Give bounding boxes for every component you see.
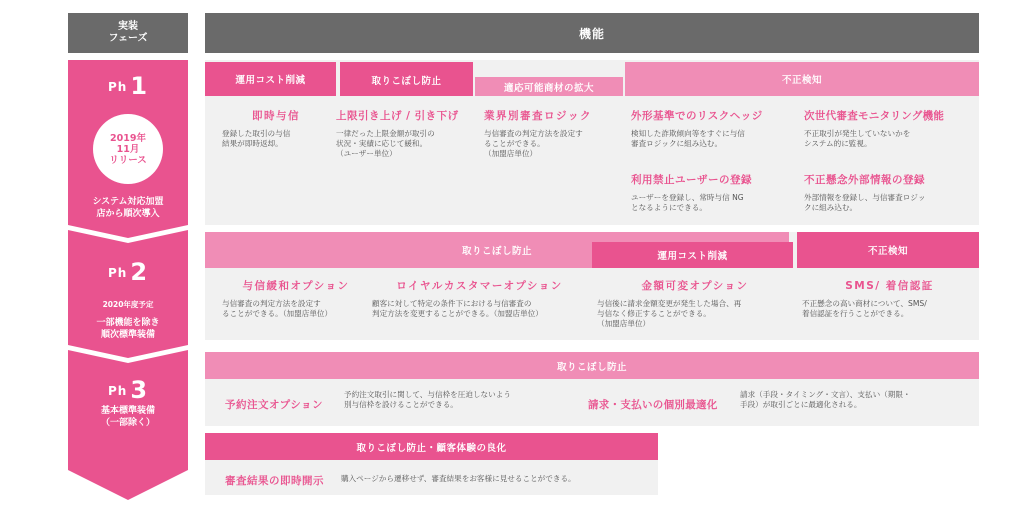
- phase-column-header: 実装 フェーズ: [68, 13, 188, 53]
- phase1-label: [68, 72, 188, 100]
- feature-title: 金額可変オプション: [641, 280, 749, 292]
- feature-title: 与信緩和オプション: [242, 280, 350, 292]
- phase1-prefix: Ph: [107, 80, 128, 94]
- feature-instant-result-desc: 購入ページから遷移せず、審査結果をお客様に見せることができる。: [341, 474, 576, 483]
- feature-title: 上限引き上げ / 引き下げ: [336, 110, 459, 122]
- feature-sms-auth: SMS/ 着信認証 不正懸念の高い商材について、SMS/ 着信認証を行うことができる。: [802, 278, 977, 319]
- release-year: 2019年: [110, 132, 146, 144]
- feature-preorder-desc: 予約注文取引に関して、与信枠を圧迫しないよう 別与信枠を設けることができる。: [344, 390, 511, 409]
- phase2-description: 一部機能を除き 順次標準装備: [96, 318, 160, 340]
- feature-title: ロイヤルカスタマーオプション: [396, 280, 563, 292]
- feature-limit-adjust: 上限引き上げ / 引き下げ 一律だった上限金額が取引の 状況・実績に応じて緩和。 （ユーザー単位）: [336, 108, 474, 159]
- feature-instant-credit: 即時与信 登録した取引の与信 結果が即時返却。: [222, 108, 330, 149]
- phase3-label: [68, 376, 188, 404]
- phase3-prefix: Ph: [107, 384, 128, 398]
- phase1-description: システム対応加盟 店から順次導入: [92, 197, 164, 219]
- feature-billing-desc: 請求（手段・タイミング・文言）、支払い（期限・ 手段）が取引ごとに最適化される。: [740, 390, 911, 409]
- feature-title: SMS/ 着信認証: [845, 280, 934, 292]
- phase2-schedule: 2020年度予定: [102, 300, 154, 309]
- feature-title: 不正懸念外部情報の登録: [804, 174, 925, 186]
- release-label: リリース: [109, 154, 147, 166]
- category-fraud-detection-2: 不正検知: [797, 232, 979, 268]
- category-loss-prevention-3: 取りこぼし防止: [205, 352, 979, 379]
- category-loss-prevention: 取りこぼし防止: [340, 62, 473, 96]
- category-product-expansion: 適応可能商材の拡大: [475, 77, 623, 96]
- feature-risk-hedge: 外形基準でのリスクヘッジ 検知した詐欺傾向等をすぐに与信 審査ロジックに組み込む。: [631, 108, 791, 149]
- feature-external-info: 不正懸念外部情報の登録 外部情報を登録し、与信審査ロジッ クに組み込む。: [804, 172, 976, 213]
- feature-title: 即時与信: [252, 110, 300, 122]
- phase2-number: 2: [130, 258, 149, 286]
- feature-monitoring: 次世代審査モニタリング機能 不正取引が発生していないかを システム的に監視。: [804, 108, 976, 149]
- feature-billing-title: 請求・支払いの個別最適化: [588, 399, 718, 411]
- function-column-header: 機能: [205, 13, 979, 53]
- release-month: 11月: [116, 143, 140, 155]
- feature-preorder-title: 予約注文オプション: [225, 399, 324, 411]
- phase2-label: [68, 258, 188, 286]
- feature-credit-easing: 与信緩和オプション 与信審査の判定方法を設定す ることができる。（加盟店単位）: [222, 278, 370, 319]
- phase3-number: 3: [130, 376, 149, 404]
- category-customer-experience: 取りこぼし防止・顧客体験の良化: [205, 433, 658, 460]
- category-fraud-detection: 不正検知: [625, 62, 979, 96]
- category-loss-prevention-2: 取りこぼし防止: [205, 232, 789, 268]
- release-date-circle: [93, 114, 163, 184]
- feature-industry-logic: 業界別審査ロジック 与信審査の判定方法を設定す ることができる。 （加盟店単位）: [484, 108, 619, 159]
- phase1-number: 1: [130, 72, 149, 100]
- phase3-description: 基本標準装備 （一部除く）: [100, 406, 155, 428]
- feature-title: 業界別審査ロジック: [484, 110, 592, 122]
- feature-loyal-customer: ロイヤルカスタマーオプション 顧客に対して特定の条件下における与信審査の 判定方法を変更することができる。（加盟店単位）: [372, 278, 587, 319]
- feature-title: 利用禁止ユーザーの登録: [631, 174, 752, 186]
- category-cost-reduction-2: 運用コスト削減: [592, 242, 793, 268]
- category-cost-reduction: 運用コスト削減: [205, 62, 336, 96]
- feature-instant-result-title: 審査結果の即時開示: [225, 475, 324, 487]
- feature-banned-users: 利用禁止ユーザーの登録 ユーザーを登録し、常時与信 NG となるようにできる。: [631, 172, 791, 213]
- feature-title: 外形基準でのリスクヘッジ: [631, 110, 763, 122]
- feature-variable-amount: 金額可変オプション 与信後に請求金額変更が発生した場合、再 与信なく修正することができる。 （加盟店単位）: [597, 278, 793, 329]
- phase2-prefix: Ph: [107, 266, 128, 280]
- feature-title: 次世代審査モニタリング機能: [804, 110, 945, 122]
